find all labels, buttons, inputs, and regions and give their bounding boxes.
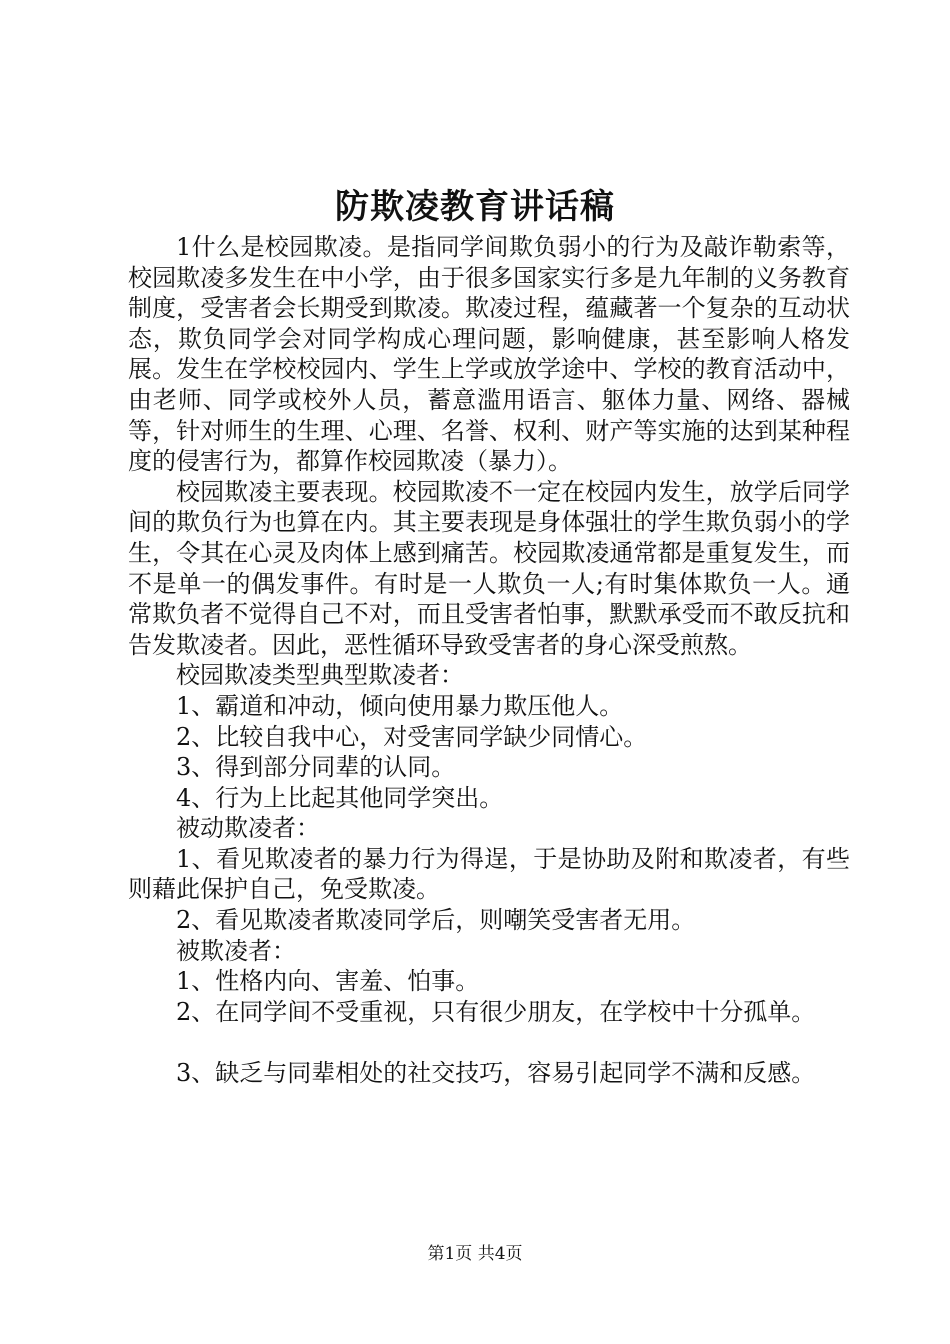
list-item: 1、性格内向、害羞、怕事。 <box>176 967 480 996</box>
list-item: 1、看见欺凌者的暴力行为得逞，于是协助及附和欺凌者，有些则藉此保护自己，免受欺凌。 <box>128 844 850 904</box>
list-item: 3、缺乏与同辈相处的社交技巧，容易引起同学不满和反感。 <box>176 1059 816 1088</box>
document-body <box>128 232 850 1089</box>
paragraph-passive-bully-heading: 被动欺凌者： <box>176 814 320 843</box>
paragraph-typical-bully-heading: 校园欺凌类型典型欺凌者： <box>176 661 464 690</box>
list-item: 4、行为上比起其他同学突出。 <box>176 783 504 812</box>
list-item: 1、霸道和冲动，倾向使用暴力欺压他人。 <box>176 691 624 720</box>
document-title: 防欺凌教育讲话稿 <box>335 187 615 227</box>
page-footer: 第1页 共4页 <box>427 1244 523 1264</box>
paragraph-victim-heading: 被欺凌者： <box>176 936 296 965</box>
blank-line <box>128 1027 850 1058</box>
paragraph-manifestation: 校园欺凌主要表现。校园欺凌不一定在校园内发生，放学后同学间的欺负行为也算在内。其主要表现是身体强壮的学生欺负弱小的学生，令其在心灵及肉体上感到痛苦。校园欺凌通常都是重复发生，而不是单一的偶发事件。有时是一人欺负一人;有时集体欺负一人。通常欺负者不觉得自己不对，而且受害者怕事，默默承受而不敢反抗和告发欺凌者。因此，恶性循环导致受害者的身心深受煎熬。 <box>128 477 850 659</box>
list-item: 3、得到部分同辈的认同。 <box>176 753 456 782</box>
paragraph-definition: 1什么是校园欺凌。是指同学间欺负弱小的行为及敲诈勒索等，校园欺凌多发生在中小学，由于很多国家实行多是九年制的义务教育制度，受害者会长期受到欺凌。欺凌过程，蕴藏著一个复杂的互动状态，欺负同学会对同学构成心理问题，影响健康，甚至影响人格发展。发生在学校校园内、学生上学或放学途中、学校的教育活动中，由老师、同学或校外人员，蓄意滥用语言、躯体力量、网络、器械等，针对师生的生理、心理、名誉、权利、财产等实施的达到某种程度的侵害行为，都算作校园欺凌（暴力）。 <box>128 233 850 476</box>
list-item: 2、在同学间不受重视，只有很少朋友，在学校中十分孤单。 <box>176 997 816 1026</box>
list-item: 2、比较自我中心，对受害同学缺少同情心。 <box>176 722 648 751</box>
list-item: 2、看见欺凌者欺凌同学后，则嘲笑受害者无用。 <box>176 906 696 935</box>
